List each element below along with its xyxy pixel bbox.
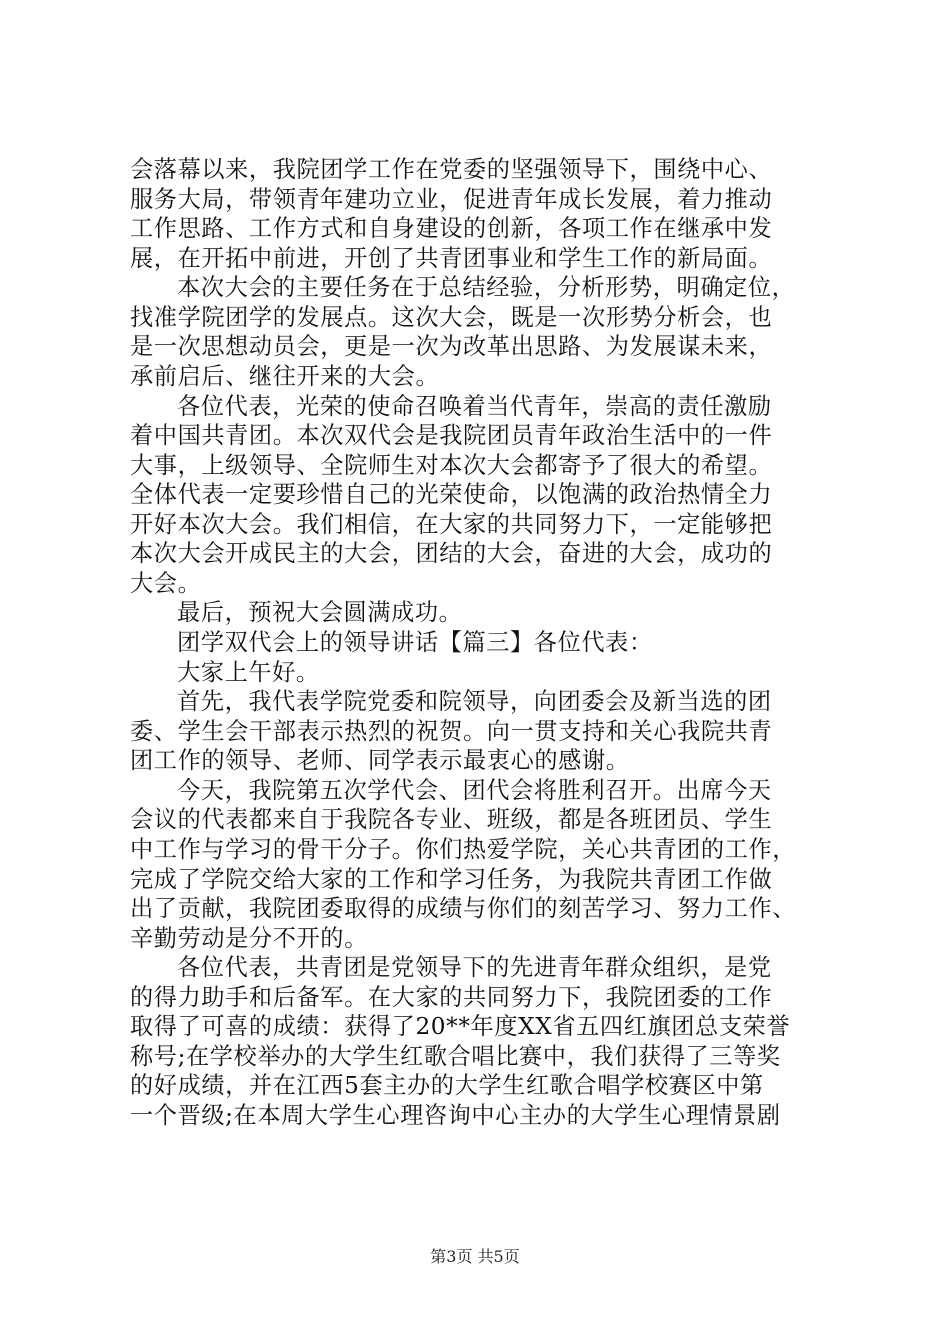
text-line: 开好本次大会。我们相信，在大家的共同努力下，一定能够把 (130, 510, 773, 538)
text-line: 本次大会开成民主的大会，团结的大会，奋进的大会，成功的 (130, 540, 773, 568)
text-line: 完成了学院交给大家的工作和学习任务，为我院共青团工作做 (130, 865, 773, 893)
text-line: 的得力助手和后备军。在大家的共同努力下，我院团委的工作 (130, 983, 773, 1011)
text-line: 取得了可喜的成绩：获得了20**年度XX省五四红旗团总支荣誉 (130, 1013, 791, 1041)
text-line: 称号;在学校举办的大学生红歌合唱比赛中，我们获得了三等奖 (130, 1042, 781, 1070)
text-line: 承前启后、继往开来的大会。 (130, 362, 440, 390)
text-line: 会议的代表都来自于我院各专业、班级，都是各班团员、学生 (130, 806, 773, 834)
text-line: 着中国共青团。本次双代会是我院团员青年政治生活中的一件 (130, 422, 773, 450)
text-line: 中工作与学习的骨干分子。你们热爱学院，关心共青团的工作， (130, 835, 797, 863)
body-text (130, 155, 830, 1131)
text-line: 今天，我院第五次学代会、团代会将胜利召开。出席今天 (177, 776, 772, 804)
text-line: 大事，上级领导、全院师生对本次大会都寄予了很大的希望。 (130, 451, 773, 479)
text-line: 各位代表，共青团是党领导下的先进青年群众组织，是党 (177, 954, 772, 982)
text-line: 会落幕以来，我院团学工作在党委的坚强领导下，围绕中心、 (130, 156, 773, 183)
text-line: 展，在开拓中前进，开创了共青团事业和学生工作的新局面。 (130, 244, 773, 272)
text-line: 是一次思想动员会，更是一次为改革出思路、为发展谋未来， (130, 333, 773, 361)
text-line: 全体代表一定要珍惜自己的光荣使命，以饱满的政治热情全力 (130, 481, 773, 509)
text-line: 的好成绩，并在江西5套主办的大学生红歌合唱学校赛区中第 (130, 1072, 764, 1100)
text-line: 工作思路、工作方式和自身建设的创新，各项工作在继承中发 (130, 215, 773, 243)
text-line: 找准学院团学的发展点。这次大会，既是一次形势分析会，也 (130, 303, 773, 331)
text-line: 团工作的领导、老师、同学表示最衷心的感谢。 (130, 747, 630, 775)
page-footer: 第3页 共5页 (430, 1247, 520, 1266)
text-line: 辛勤劳动是分不开的。 (130, 924, 368, 952)
text-line: 委、学生会干部表示热烈的祝贺。向一贯支持和关心我院共青 (130, 717, 773, 745)
text-line: 服务大局，带领青年建功立业，促进青年成长发展，着力推动 (130, 185, 773, 213)
text-line: 首先，我代表学院党委和院领导，向团委会及新当选的团 (177, 688, 772, 716)
text-line: 一个晋级;在本周大学生心理咨询中心主办的大学生心理情景剧 (130, 1102, 781, 1129)
text-line: 大会。 (130, 569, 202, 597)
text-line: 出了贡献，我院团委取得的成绩与你们的刻苦学习、努力工作、 (130, 895, 797, 923)
text-line: 各位代表，光荣的使命召唤着当代青年，崇高的责任激励 (177, 392, 772, 420)
text-line: 团学双代会上的领导讲话【篇三】各位代表： (177, 629, 653, 656)
text-line: 大家上午好。 (177, 658, 320, 686)
text-line: 本次大会的主要任务在于总结经验，分析形势，明确定位， (177, 274, 796, 302)
text-line: 最后，预祝大会圆满成功。 (177, 599, 463, 627)
